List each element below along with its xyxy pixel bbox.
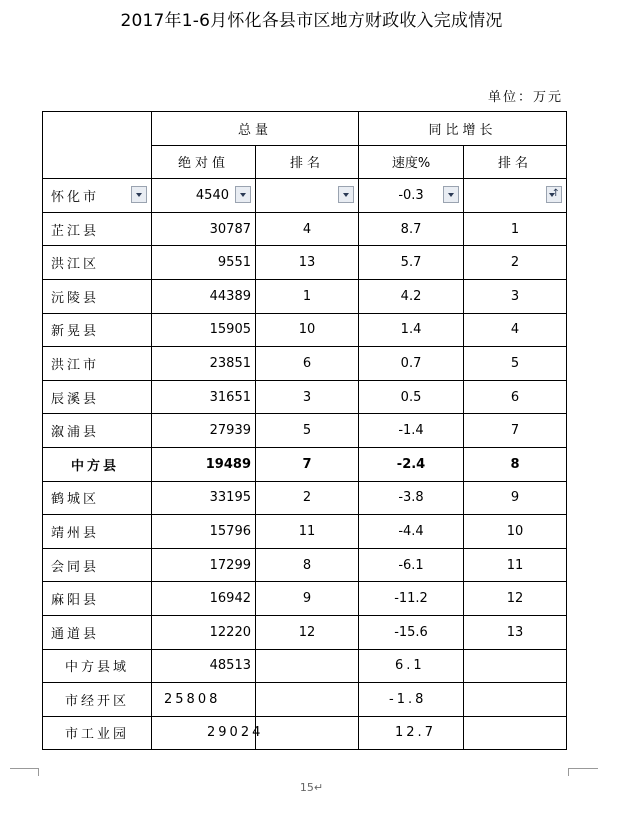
header-total: 总量 <box>152 112 359 146</box>
filter-dropdown-button[interactable] <box>338 186 354 203</box>
row-speed: -3.8 <box>359 481 464 515</box>
row-value: 33195 <box>152 481 256 515</box>
row-rank: 8 <box>256 548 359 582</box>
row-value: 19489 <box>152 447 256 481</box>
row-rank2: 5 <box>464 347 567 381</box>
row-rank: 13 <box>256 246 359 280</box>
row-name: 会同县 <box>43 548 152 582</box>
summary-row <box>43 179 567 213</box>
row-rank2: 11 <box>464 548 567 582</box>
row-value: 29024 <box>152 716 256 750</box>
table-row <box>43 380 567 414</box>
table-row <box>43 582 567 616</box>
row-rank: 10 <box>256 313 359 347</box>
table-row <box>43 548 567 582</box>
row-name: 市工业园 <box>43 716 152 750</box>
row-value: 23851 <box>152 347 256 381</box>
row-value: 16942 <box>152 582 256 616</box>
row-name: 中方县 <box>43 447 152 481</box>
row-rank2: 6 <box>464 380 567 414</box>
row-rank <box>256 649 359 683</box>
crop-mark <box>10 768 38 769</box>
table-row <box>43 683 567 717</box>
table-row <box>43 414 567 448</box>
revenue-table <box>42 111 567 750</box>
row-rank2: 3 <box>464 279 567 313</box>
row-speed: -15.6 <box>359 615 464 649</box>
crop-mark <box>568 768 598 769</box>
table-row <box>43 481 567 515</box>
unit-label: 单位：万元 <box>487 90 563 105</box>
table-row <box>43 212 567 246</box>
row-value: 15905 <box>152 313 256 347</box>
row-rank2: 1 <box>464 212 567 246</box>
header-growth: 同比增长 <box>359 112 567 146</box>
row-value: 15796 <box>152 515 256 549</box>
row-rank: 11 <box>256 515 359 549</box>
row-value: 31651 <box>152 380 256 414</box>
document-title: 2017年1-6月怀化各县市区地方财政收入完成情况 <box>120 11 503 31</box>
row-value: 27939 <box>152 414 256 448</box>
row-rank2 <box>464 716 567 750</box>
row-rank2 <box>464 649 567 683</box>
row-rank: 2 <box>256 481 359 515</box>
row-rank: 4 <box>256 212 359 246</box>
filter-cell-name[interactable] <box>43 179 152 213</box>
row-speed: -6.1 <box>359 548 464 582</box>
row-speed: 1.4 <box>359 313 464 347</box>
table-row <box>43 515 567 549</box>
filter-dropdown-button[interactable] <box>131 186 147 203</box>
highlighted-row <box>43 447 567 481</box>
row-speed: 0.7 <box>359 347 464 381</box>
row-speed: 12.7 <box>359 716 464 750</box>
row-rank2: 4 <box>464 313 567 347</box>
row-value: 30787 <box>152 212 256 246</box>
sort-dropdown-button[interactable] <box>546 186 562 203</box>
row-name: 靖州县 <box>43 515 152 549</box>
row-rank2: 8 <box>464 447 567 481</box>
row-rank: 12 <box>256 615 359 649</box>
header-rank2: 排名 <box>464 145 567 179</box>
filter-dropdown-button[interactable] <box>235 186 251 203</box>
row-value: 48513 <box>152 649 256 683</box>
row-speed: -4.4 <box>359 515 464 549</box>
row-speed: 5.7 <box>359 246 464 280</box>
row-name: 芷江县 <box>43 212 152 246</box>
sort-arrow-icon: ↑ <box>551 188 561 200</box>
row-speed: 4.2 <box>359 279 464 313</box>
row-name: 鹤城区 <box>43 481 152 515</box>
row-value: 44389 <box>152 279 256 313</box>
row-speed: 0.5 <box>359 380 464 414</box>
row-speed: -1.4 <box>359 414 464 448</box>
crop-mark <box>10 768 39 776</box>
row-name: 新晃县 <box>43 313 152 347</box>
filter-dropdown-button[interactable] <box>443 186 459 203</box>
row-name: 洪江区 <box>43 246 152 280</box>
table-row <box>43 279 567 313</box>
corner-cell <box>43 112 152 179</box>
summary-name: 怀化市 <box>51 189 100 205</box>
table-row <box>43 246 567 280</box>
table-row <box>43 347 567 381</box>
row-name: 市经开区 <box>43 683 152 717</box>
summary-value: 4540 <box>195 187 229 203</box>
row-value: 17299 <box>152 548 256 582</box>
filter-cell-speed[interactable] <box>359 179 464 213</box>
summary-speed: -0.3 <box>398 187 424 203</box>
row-rank2: 10 <box>464 515 567 549</box>
row-name: 沅陵县 <box>43 279 152 313</box>
table-row <box>43 716 567 750</box>
row-rank2: 9 <box>464 481 567 515</box>
row-rank: 1 <box>256 279 359 313</box>
row-name: 洪江市 <box>43 347 152 381</box>
row-rank: 7 <box>256 447 359 481</box>
table-row <box>43 615 567 649</box>
row-rank: 6 <box>256 347 359 381</box>
crop-mark <box>568 768 569 776</box>
row-rank: 9 <box>256 582 359 616</box>
row-name: 通道县 <box>43 615 152 649</box>
row-name: 中方县域 <box>43 649 152 683</box>
header-rank: 排名 <box>256 145 359 179</box>
header-absolute: 绝对值 <box>152 145 256 179</box>
row-rank2 <box>464 683 567 717</box>
header-speed: 速度% <box>359 145 464 179</box>
row-rank: 3 <box>256 380 359 414</box>
row-rank2: 2 <box>464 246 567 280</box>
filter-cell-rank[interactable] <box>256 179 359 213</box>
row-rank <box>256 716 359 750</box>
row-value: 9551 <box>152 246 256 280</box>
row-rank2: 12 <box>464 582 567 616</box>
row-rank2: 7 <box>464 414 567 448</box>
row-name: 辰溪县 <box>43 380 152 414</box>
filter-cell-value[interactable] <box>152 179 256 213</box>
row-name: 麻阳县 <box>43 582 152 616</box>
table-row <box>43 649 567 683</box>
row-rank2: 13 <box>464 615 567 649</box>
row-speed: 8.7 <box>359 212 464 246</box>
header-row-1 <box>43 112 567 146</box>
page-number: 15↵ <box>299 781 324 794</box>
row-name: 溆浦县 <box>43 414 152 448</box>
row-speed: -11.2 <box>359 582 464 616</box>
row-value: 25808 <box>152 683 256 717</box>
row-speed: -2.4 <box>359 447 464 481</box>
filter-cell-rank2[interactable] <box>464 179 567 213</box>
row-speed: -1.8 <box>359 683 464 717</box>
row-speed: 6.1 <box>359 649 464 683</box>
row-rank <box>256 683 359 717</box>
row-value: 12220 <box>152 615 256 649</box>
table-row <box>43 313 567 347</box>
row-rank: 5 <box>256 414 359 448</box>
